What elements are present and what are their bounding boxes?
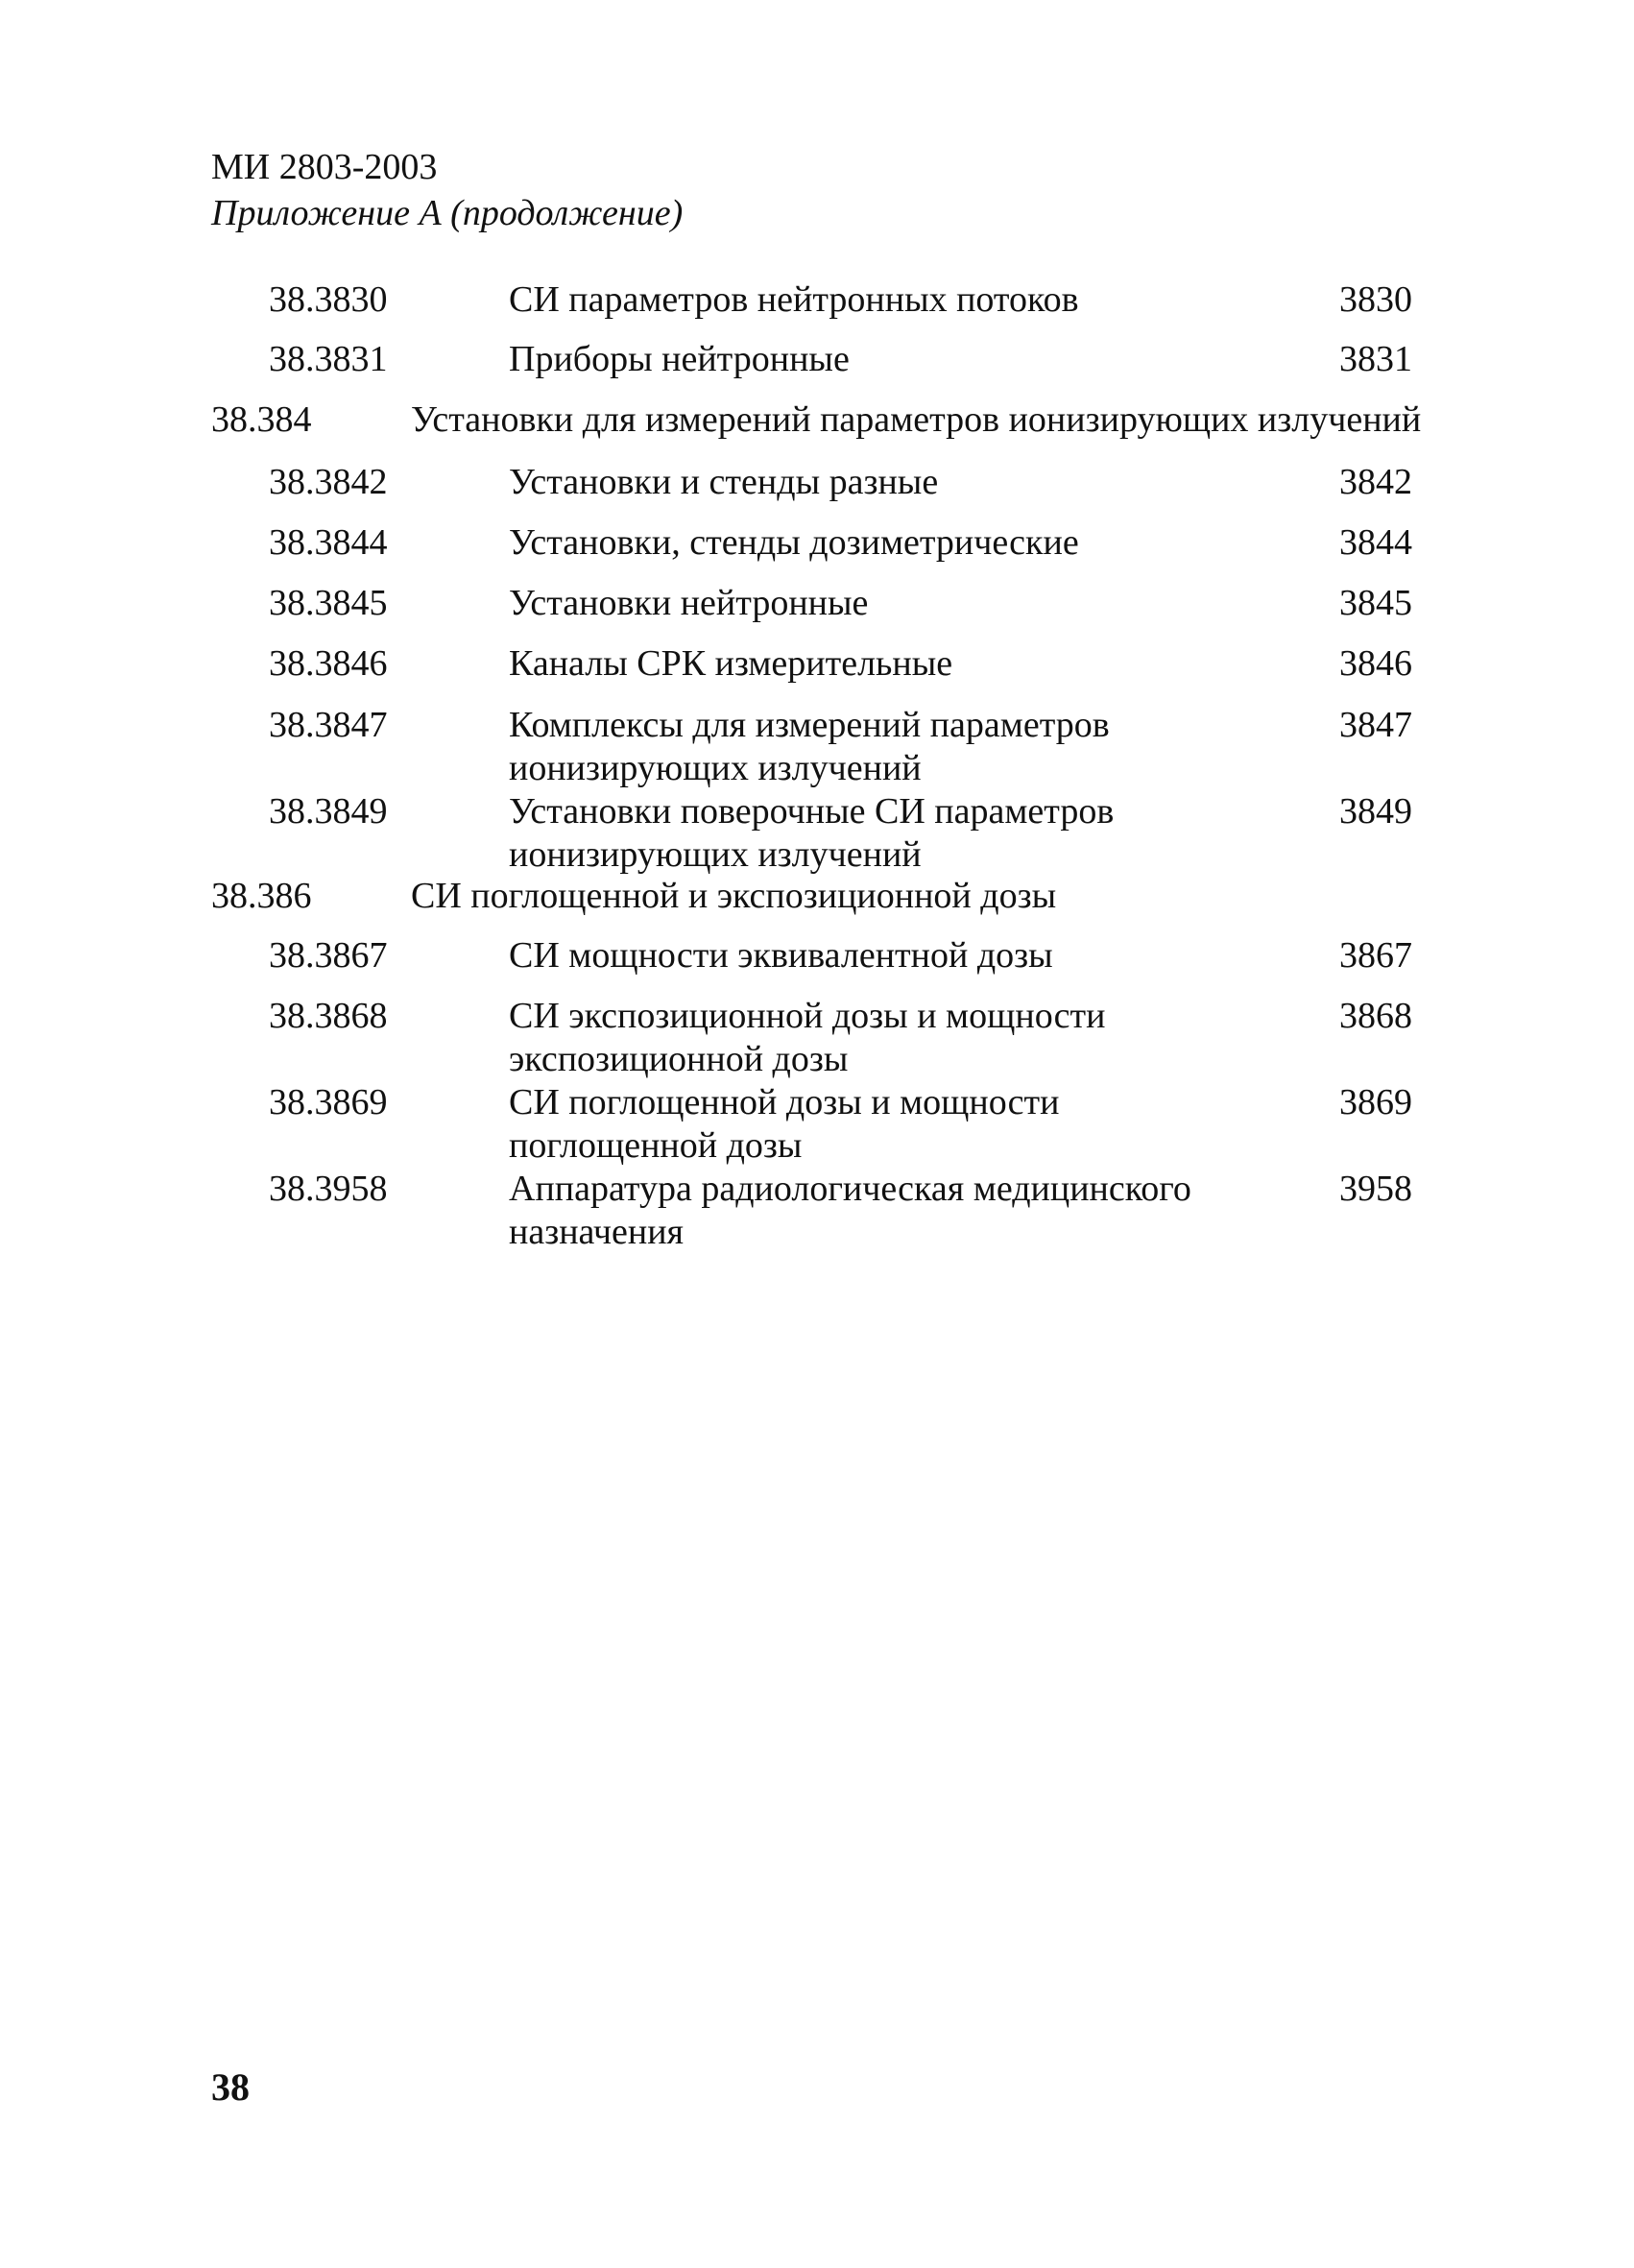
entry-code: 38.3845 [269, 583, 388, 623]
entry-number: 3830 [1339, 279, 1412, 320]
entry-number: 3831 [1339, 339, 1412, 379]
entry-number: 3869 [1339, 1082, 1412, 1122]
entry-code: 38.3842 [269, 462, 388, 502]
entry-code: 38.3830 [269, 279, 388, 320]
entry-title: СИ параметров нейтронных потоков [509, 279, 1079, 320]
entry-code: 38.3868 [269, 996, 388, 1036]
entry-title: Установки нейтронные [509, 583, 869, 623]
entry-code: 38.3844 [269, 522, 388, 563]
entry-number: 3958 [1339, 1169, 1412, 1209]
entry-title: СИ мощности эквивалентной дозы [509, 935, 1053, 976]
document-id: МИ 2803-2003 [211, 147, 438, 187]
entry-code: 38.3847 [269, 705, 388, 745]
page-number: 38 [211, 2065, 250, 2109]
entry-title: Аппаратура радиологическая медицинского назначения [509, 1169, 1191, 1252]
group-code: 38.386 [211, 876, 312, 916]
entry-title: Каналы СРК измерительные [509, 643, 953, 684]
entry-code: 38.3831 [269, 339, 388, 379]
entry-number: 3842 [1339, 462, 1412, 502]
entry-title: Установки поверочные СИ параметров ионизирующих излучений [509, 791, 1115, 875]
entry-title: Комплексы для измерений параметров ионизирующих излучений [509, 705, 1110, 788]
entry-number: 3849 [1339, 791, 1412, 832]
entry-number: 3844 [1339, 522, 1412, 563]
entry-number: 3847 [1339, 705, 1412, 745]
entry-code: 38.3867 [269, 935, 388, 976]
entry-title: Приборы нейтронные [509, 339, 850, 379]
entry-title: Установки, стенды дозиметрические [509, 522, 1079, 563]
group-code: 38.384 [211, 399, 312, 440]
entry-title: СИ поглощенной дозы и мощности поглощенной дозы [509, 1082, 1060, 1166]
entry-title: СИ экспозиционной дозы и мощности экспозиционной дозы [509, 996, 1106, 1079]
group-title: Установки для измерений параметров ионизирующих излучений [411, 399, 1422, 440]
entry-code: 38.3958 [269, 1169, 388, 1209]
entry-title: Установки и стенды разные [509, 462, 939, 502]
entry-number: 3867 [1339, 935, 1412, 976]
entry-code: 38.3846 [269, 643, 388, 684]
entry-number: 3846 [1339, 643, 1412, 684]
entry-code: 38.3849 [269, 791, 388, 832]
appendix-caption: Приложение А (продолжение) [211, 193, 684, 233]
entry-number: 3868 [1339, 996, 1412, 1036]
entry-code: 38.3869 [269, 1082, 388, 1122]
entry-number: 3845 [1339, 583, 1412, 623]
group-title: СИ поглощенной и экспозиционной дозы [411, 876, 1057, 916]
